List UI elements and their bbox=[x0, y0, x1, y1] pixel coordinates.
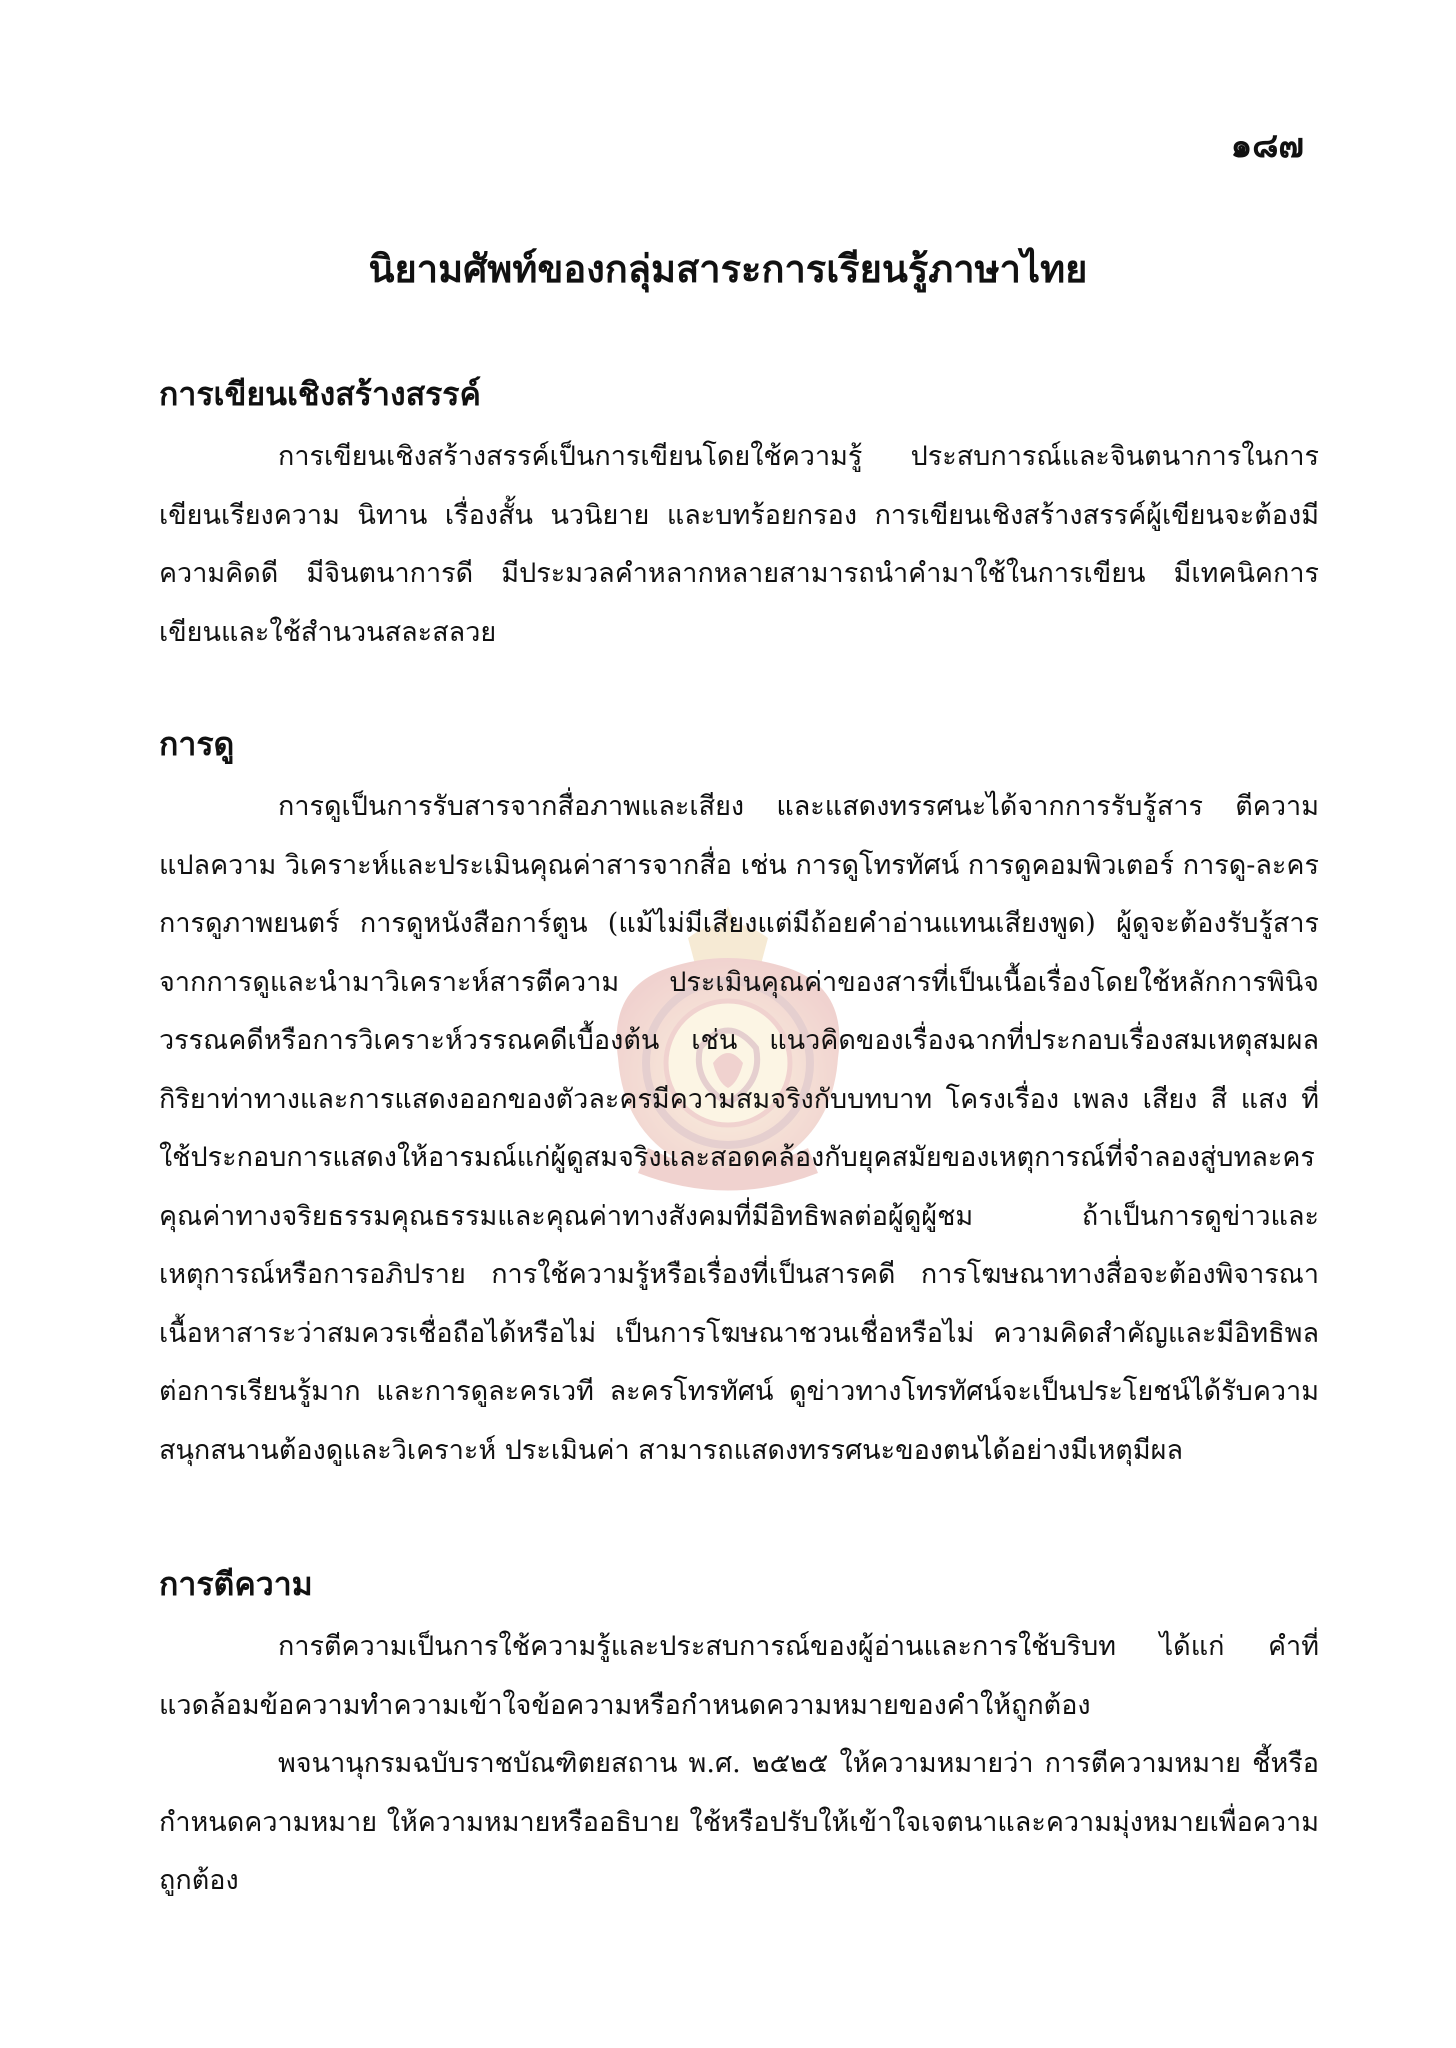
paragraph: การตีความเป็นการใช้ความรู้และประสบการณ์ของผู้อ่านและการใช้บริบท ได้แก่ คำที่แวดล้อมข้อความทำความเข้าใจข้อความหรือกำหนดความหมายของคำให้ถูกต้อง bbox=[159, 1631, 1319, 1721]
section-heading: การเขียนเชิงสร้างสรรค์ bbox=[159, 375, 481, 413]
paragraph: การเขียนเชิงสร้างสรรค์เป็นการเขียนโดยใช้ความรู้ ประสบการณ์และจินตนาการในการเขียนเรียงความ นิทาน เรื่องสั้น นวนิยาย และบทร้อยกรอง การเขียนเชิงสร้างสรรค์ผู้เขียนจะต้องมีความคิดดี มีจินตนาการดี มีประมวลคำหลากหลายสามารถนำคำมาใช้ในการเขียน มีเทคนิคการเขียนและใช้สำนวนสละสลวย bbox=[159, 441, 1319, 648]
page-title: นิยามศัพท์ของกลุ่มสาระการเรียนรู้ภาษาไทย bbox=[368, 246, 1088, 291]
page-number: ๑๘๗ bbox=[1230, 126, 1304, 166]
section-interpretation bbox=[159, 1558, 1319, 1911]
section-heading: การดู bbox=[159, 725, 235, 763]
paragraph: การดูเป็นการรับสารจากสื่อภาพและเสียง และแสดงทรรศนะได้จากการรับรู้สาร ตีความ แปลความ วิเคราะห์และประเมินคุณค่าสารจากสื่อ เช่น การดูโทรทัศน์ การดูคอมพิวเตอร์ การดู-ละคร การดูภาพยนตร์ การดูหนังสือการ์ตูน (แม้ไม่มีเสียงแต่มีถ้อยคำอ่านแทนเสียงพูด) ผู้ดูจะต้องรับรู้สารจากการดูและนำมาวิเคราะห์สารตีความ ประเมินคุณค่าของสารที่เป็นเนื้อเรื่องโดยใช้หลักการพินิจวรรณคดีหรือการวิเคราะห์วรรณคดีเบื้องต้น เช่น แนวคิดของเรื่องฉากที่ประกอบเรื่องสมเหตุสมผล กิริยาท่าทางและการแสดงออกของตัวละครมีความสมจริงกับบทบาท โครงเรื่อง เพลง เสียง สี แสง ที่ใช้ประกอบการแสดงให้อารมณ์แก่ผู้ดูสมจริงและสอดคล้องกับยุคสมัยของเหตุการณ์ที่จำลองสู่บทละคร คุณค่าทางจริยธรรมคุณธรรมและคุณค่าทางสังคมที่มีอิทธิพลต่อผู้ดูผู้ชม ถ้าเป็นการดูข่าวและเหตุการณ์หรือการอภิปราย การใช้ความรู้หรือเรื่องที่เป็นสารคดี การโฆษณาทางสื่อจะต้องพิจารณาเนื้อหาสาระว่าสมควรเชื่อถือได้หรือไม่ เป็นการโฆษณาชวนเชื่อหรือไม่ ความคิดสำคัญและมีอิทธิพลต่อการเรียนรู้มาก และการดูละครเวที ละครโทรทัศน์ ดูข่าวทางโทรทัศน์จะเป็นประโยชน์ได้รับความสนุกสนานต้องดูและวิเคราะห์ ประเมินค่า สามารถแสดงทรรศนะของตนได้อย่างมีเหตุมีผล bbox=[159, 791, 1319, 1466]
section-creative-writing bbox=[159, 368, 1319, 662]
paragraph: พจนานุกรมฉบับราชบัณฑิตยสถาน พ.ศ. ๒๕๒๕ ให้ความหมายว่า การตีความหมาย ชี้หรือกำหนดความหมาย ให้ความหมายหรืออธิบาย ใช้หรือปรับให้เข้าใจเจตนาและความมุ่งหมายเพื่อความถูกต้อง bbox=[159, 1748, 1319, 1896]
section-viewing bbox=[159, 718, 1319, 1480]
section-heading: การตีความ bbox=[159, 1565, 313, 1603]
